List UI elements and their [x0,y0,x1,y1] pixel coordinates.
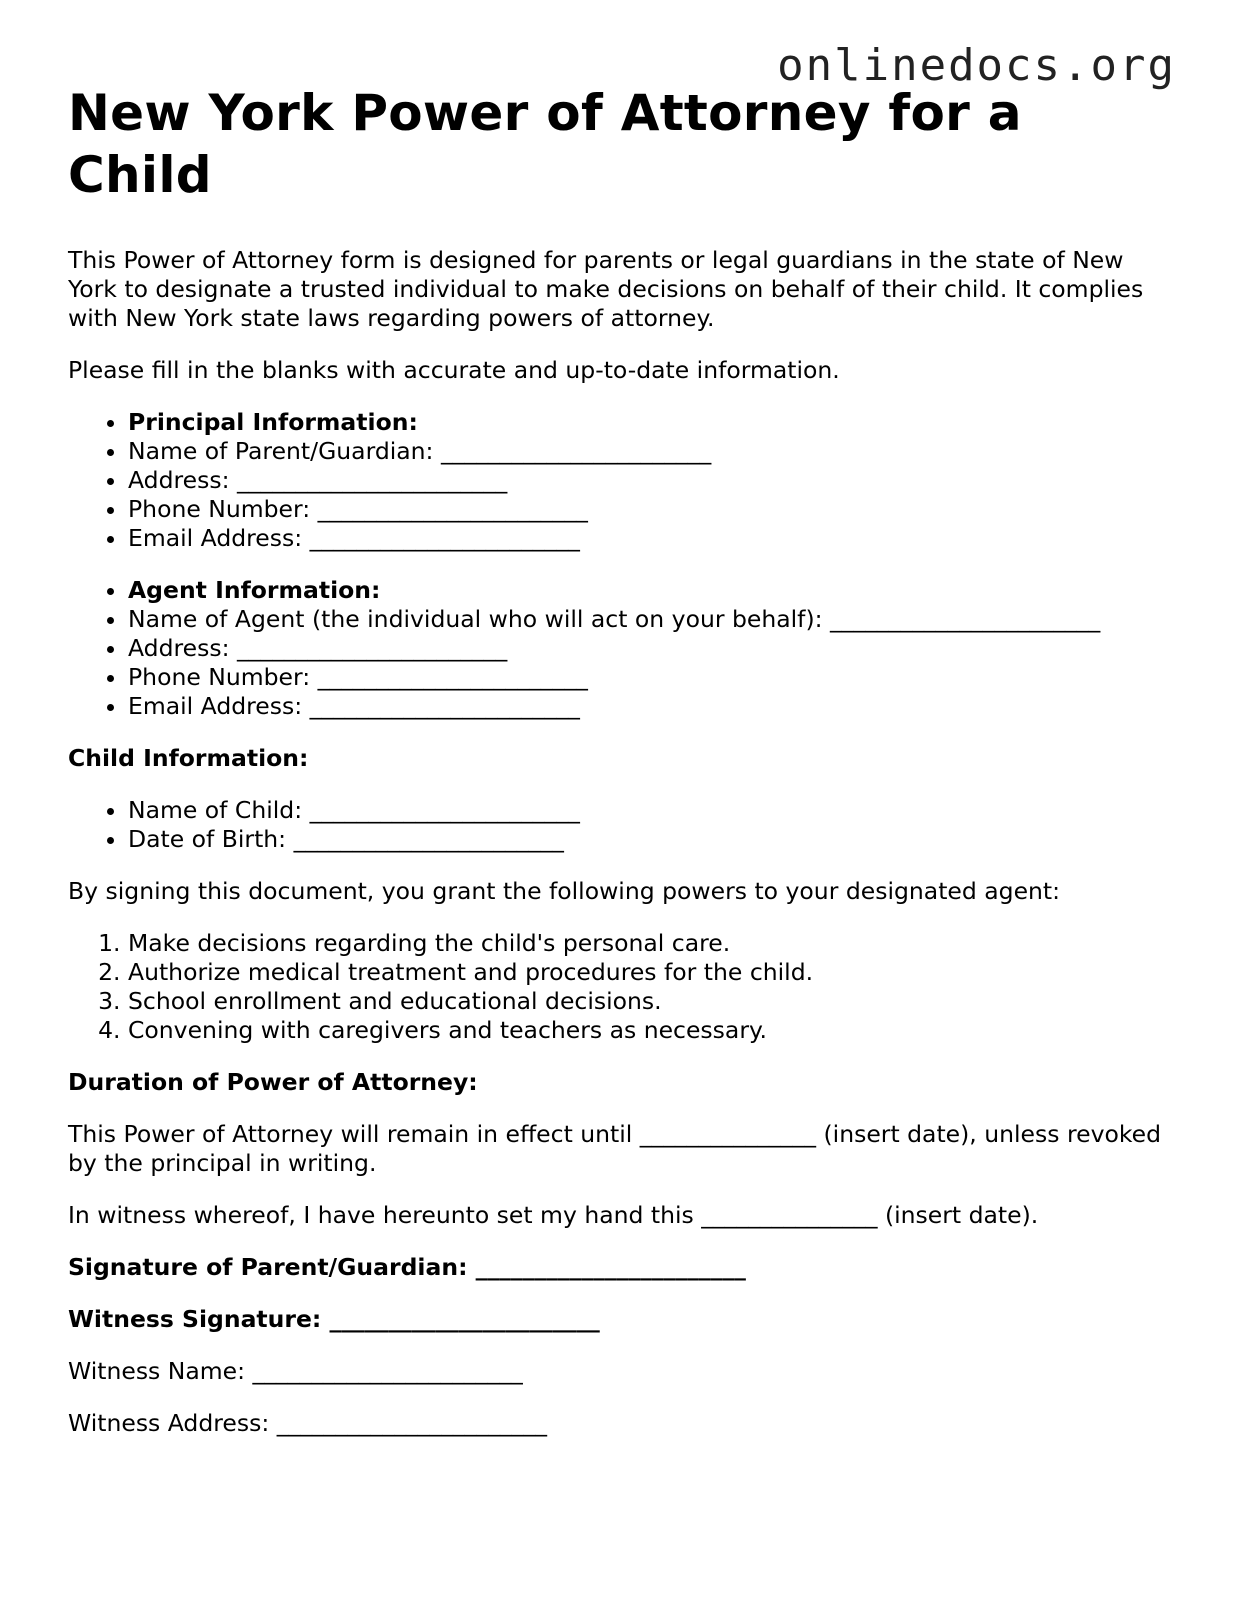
agent-phone-field[interactable]: • Phone Number: _______________________ [128,663,1178,692]
principal-address-field[interactable]: • Address: _______________________ [128,466,1178,495]
witness-whereof-text[interactable]: In witness whereof, I have hereunto set my hand this _______________ (insert date). [68,1201,1039,1229]
page-title: New York Power of Attorney for a Child [68,84,1022,204]
intro-paragraph: This Power of Attorney form is designed for parents or legal guardians in the state of New York to designate a trusted individual to make decisions on behalf of their child. It complies with New York state laws regarding powers of attorney. [68,246,1144,332]
witness-signature-field[interactable]: Witness Signature: _______________________ [68,1305,600,1333]
principal-phone-field[interactable]: • Phone Number: _______________________ [128,495,1178,524]
agent-address-field[interactable]: • Address: _______________________ [128,634,1178,663]
powers-list [68,929,1178,1045]
witness-name-field[interactable]: Witness Name: _______________________ [68,1357,523,1385]
agent-info-list [68,576,1178,721]
agent-info-heading: • Agent Information: [128,576,1178,605]
child-name-field[interactable]: • Name of Child: _______________________ [128,796,1178,825]
witness-address-field[interactable]: Witness Address: _______________________ [68,1409,547,1437]
agent-name-field[interactable]: • Name of Agent (the individual who will act on your behalf): _______________________ [128,605,1178,634]
duration-text[interactable]: This Power of Attorney will remain in effect until _______________ (insert date), unless revoked by the principal in writing. [68,1120,1162,1177]
principal-name-field[interactable]: • Name of Parent/Guardian: _______________________ [128,437,1178,466]
child-info-heading: Child Information: [68,744,309,772]
parent-signature-field[interactable]: Signature of Parent/Guardian: _______________________ [68,1253,746,1281]
document-page [68,82,1178,1461]
power-item: 3. School enrollment and educational decisions. [128,987,1178,1016]
principal-info-list [68,408,1178,553]
watermark-logo: onlinedocs.org [777,40,1176,91]
instructions-paragraph: Please fill in the blanks with accurate and up-to-date information. [68,356,840,384]
child-info-list [68,796,1178,854]
child-dob-field[interactable]: • Date of Birth: _______________________ [128,825,1178,854]
agent-email-field[interactable]: • Email Address: _______________________ [128,692,1178,721]
principal-email-field[interactable]: • Email Address: _______________________ [128,524,1178,553]
power-item: 4. Convening with caregivers and teachers as necessary. [128,1016,1178,1045]
power-item: 2. Authorize medical treatment and procedures for the child. [128,958,1178,987]
power-item: 1. Make decisions regarding the child's personal care. [128,929,1178,958]
principal-info-heading: • Principal Information: [128,408,1178,437]
duration-heading: Duration of Power of Attorney: [68,1068,478,1096]
powers-intro: By signing this document, you grant the following powers to your designated agent: [68,877,1061,905]
